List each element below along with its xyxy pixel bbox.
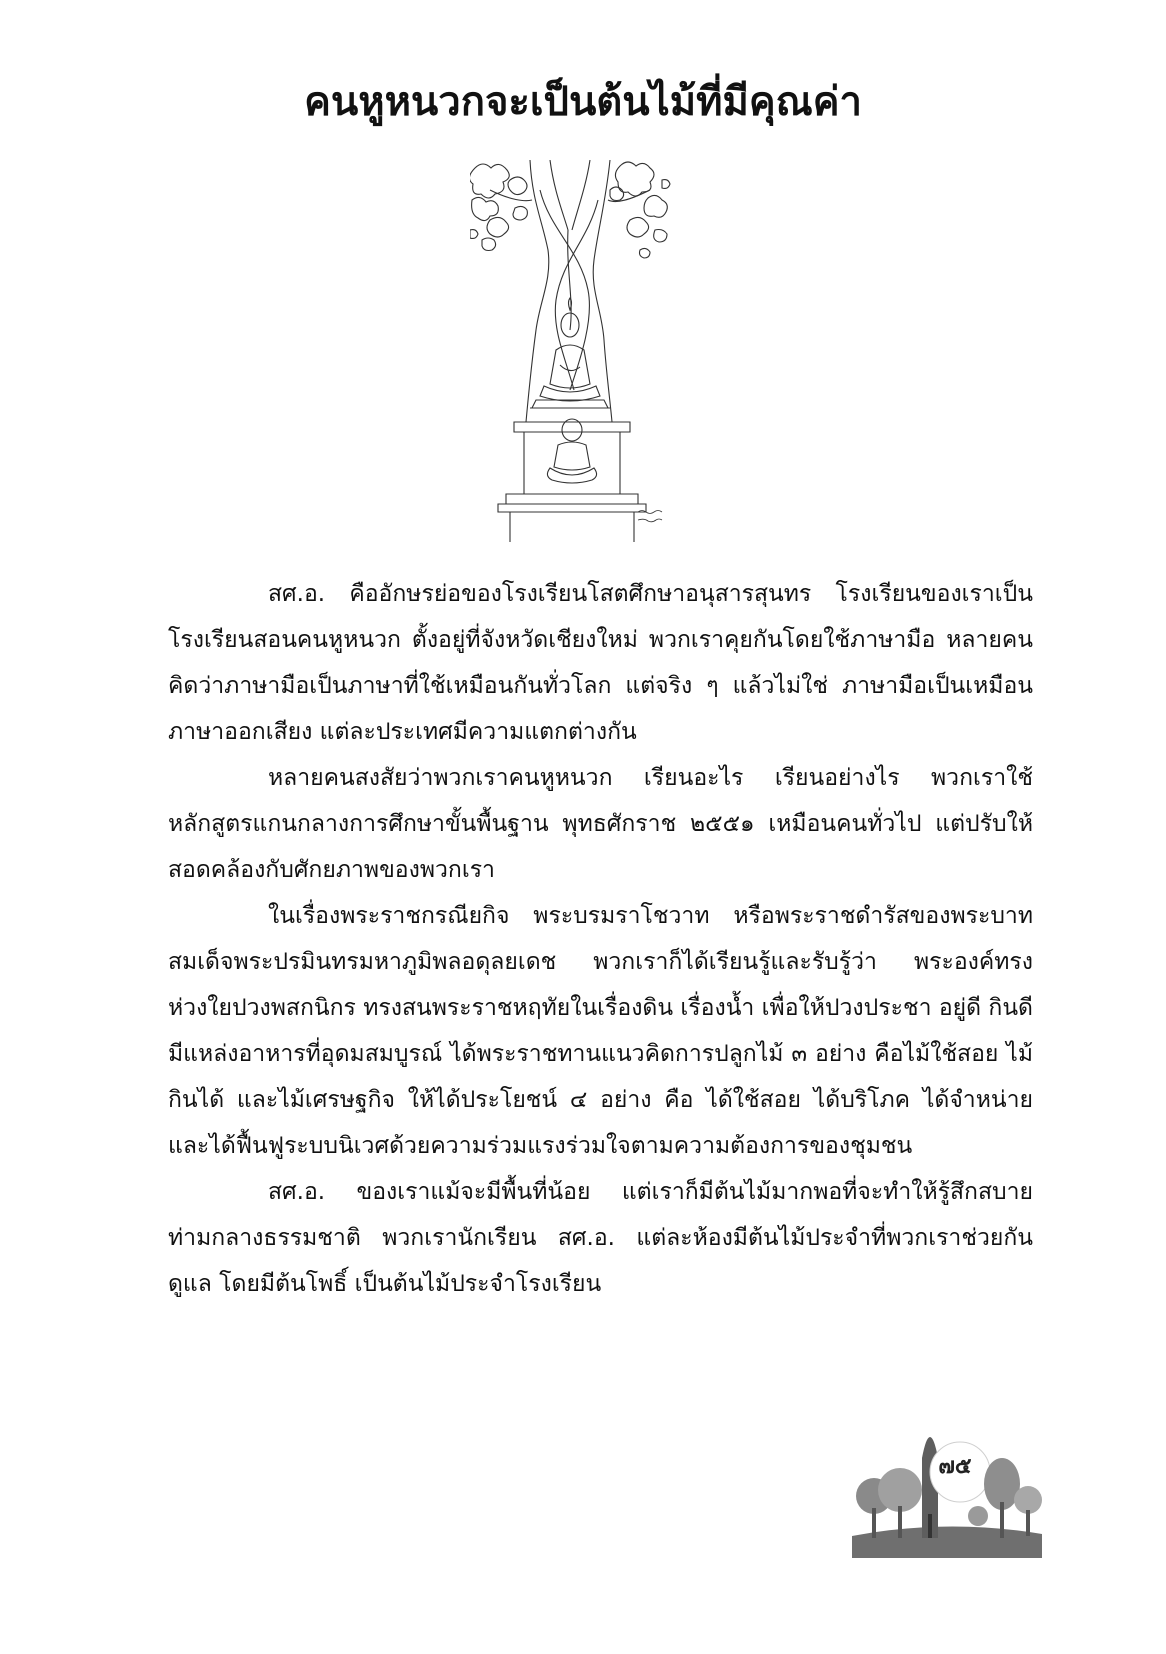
paragraph: สศ.อ. คืออักษรย่อของโรงเรียนโสตศึกษาอนุสารสุนทร โรงเรียนของเราเป็นโรงเรียนสอนคนหูหนวก ตั้งอยู่ที่จังหวัดเชียงใหม่ พวกเราคุยกันโดยใช้ภาษามือ หลายคนคิดว่าภาษามือเป็นภาษาที่ใช้เหมือนกันทั่วโลก แต่จริง ๆ แล้วไม่ใช่ ภาษามือเป็นเหมือนภาษาออกเสียง แต่ละประเทศมีความแตกต่างกัน	[168, 581, 1033, 745]
paragraph: ในเรื่องพระราชกรณียกิจ พระบรมราโชวาท หรือพระราชดำรัสของพระบาทสมเด็จพระปรมินทรมหาภูมิพลอดุลยเดช พวกเราก็ได้เรียนรู้และรับรู้ว่า พระองค์ทรงห่วงใยปวงพสกนิกร ทรงสนพระราชหฤทัยในเรื่องดิน เรื่องน้ำ เพื่อให้ปวงประชา อยู่ดี กินดี มีแหล่งอาหารที่อุดมสมบูรณ์ ได้พระราชทานแนวคิดการปลูกไม้ ๓ อย่าง คือไม้ใช้สอย ไม้กินได้ และไม้เศรษฐกิจ ให้ได้ประโยชน์ ๔ อย่าง คือ ได้ใช้สอย ได้บริโภค ได้จำหน่าย และได้ฟื้นฟูระบบนิเวศด้วยความร่วมแรงร่วมใจตามความต้องการของชุมชน	[168, 903, 1033, 1159]
seated-monk	[547, 419, 596, 483]
paragraph: หลายคนสงสัยว่าพวกเราคนหูหนวก เรียนอะไร เรียนอย่างไร พวกเราใช้หลักสูตรแกนกลางการศึกษาขั้นพื้นฐาน พุทธศักราช ๒๕๕๑ เหมือนคนทั่วไป แต่ปรับให้สอดคล้องกับศักยภาพของพวกเรา	[168, 765, 1033, 883]
page-number: ๗๕	[938, 1454, 972, 1479]
leaf-cluster-left	[470, 164, 527, 251]
buddha-statue	[530, 298, 610, 408]
page-title: คนหูหนวกจะเป็นต้นไม้ที่มีคุณค่า	[304, 79, 862, 125]
leaf-cluster-right	[610, 162, 670, 258]
tree-landscape-footer-icon	[852, 1418, 1042, 1558]
bodhi-tree-buddha-drawing	[470, 160, 675, 548]
paragraph: สศ.อ. ของเราแม้จะมีพื้นที่น้อย แต่เราก็มีต้นไม้มากพอที่จะทำให้รู้สึกสบายท่ามกลางธรรมชาติ พวกเรานักเรียน สศ.อ. แต่ละห้องมีต้นไม้ประจำที่พวกเราช่วยกันดูแล โดยมีต้นโพธิ์ เป็นต้นไม้ประจำโรงเรียน	[168, 1179, 1033, 1297]
body-text	[168, 571, 1033, 1307]
